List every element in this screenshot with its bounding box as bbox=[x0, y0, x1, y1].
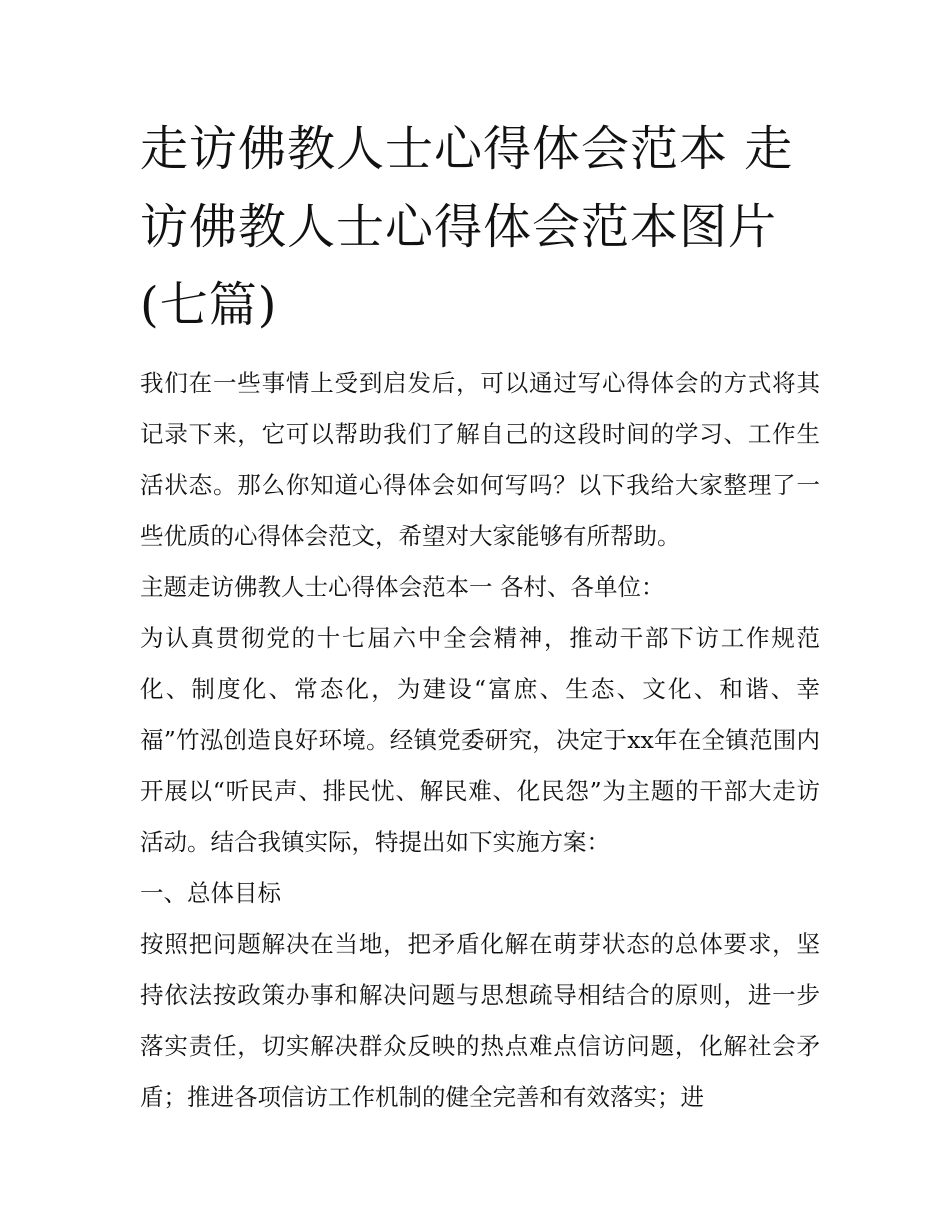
paragraph-topic-heading: 主题走访佛教人士心得体会范本一 各村、各单位： bbox=[140, 573, 665, 601]
document-title: 走访佛教人士心得体会范本 走访佛教人士心得体会范本图片(七篇) bbox=[140, 121, 794, 333]
section-heading-overall-goal: 一、总体目标 bbox=[140, 879, 281, 907]
document-content bbox=[140, 110, 820, 1123]
paragraph-intro: 我们在一些事情上受到启发后，可以通过写心得体会的方式将其记录下来，它可以帮助我们了解自己的这段时间的学习、工作生活状态。那么你知道心得体会如何写吗？以下我给大家整理了一些优质的心得体会范文，希望对大家能够有所帮助。 bbox=[140, 369, 820, 550]
paragraph-overall-goal: 按照把问题解决在当地，把矛盾化解在萌芽状态的总体要求，坚持依法按政策办事和解决问题与思想疏导相结合的原则，进一步落实责任，切实解决群众反映的热点难点信访问题，化解社会矛盾；推进各项信访工作机制的健全完善和有效落实；进 bbox=[140, 930, 820, 1111]
paragraph-plan-intro: 为认真贯彻党的十七届六中全会精神，推动干部下访工作规范化、制度化、常态化，为建设“富庶、生态、文化、和谐、幸福”竹泓创造良好环境。经镇党委研究，决定于xx年在全镇范围内开展以“听民声、排民忧、解民难、化民怨”为主题的干部大走访活动。结合我镇实际，特提出如下实施方案： bbox=[140, 624, 820, 856]
document-body bbox=[140, 358, 820, 1123]
